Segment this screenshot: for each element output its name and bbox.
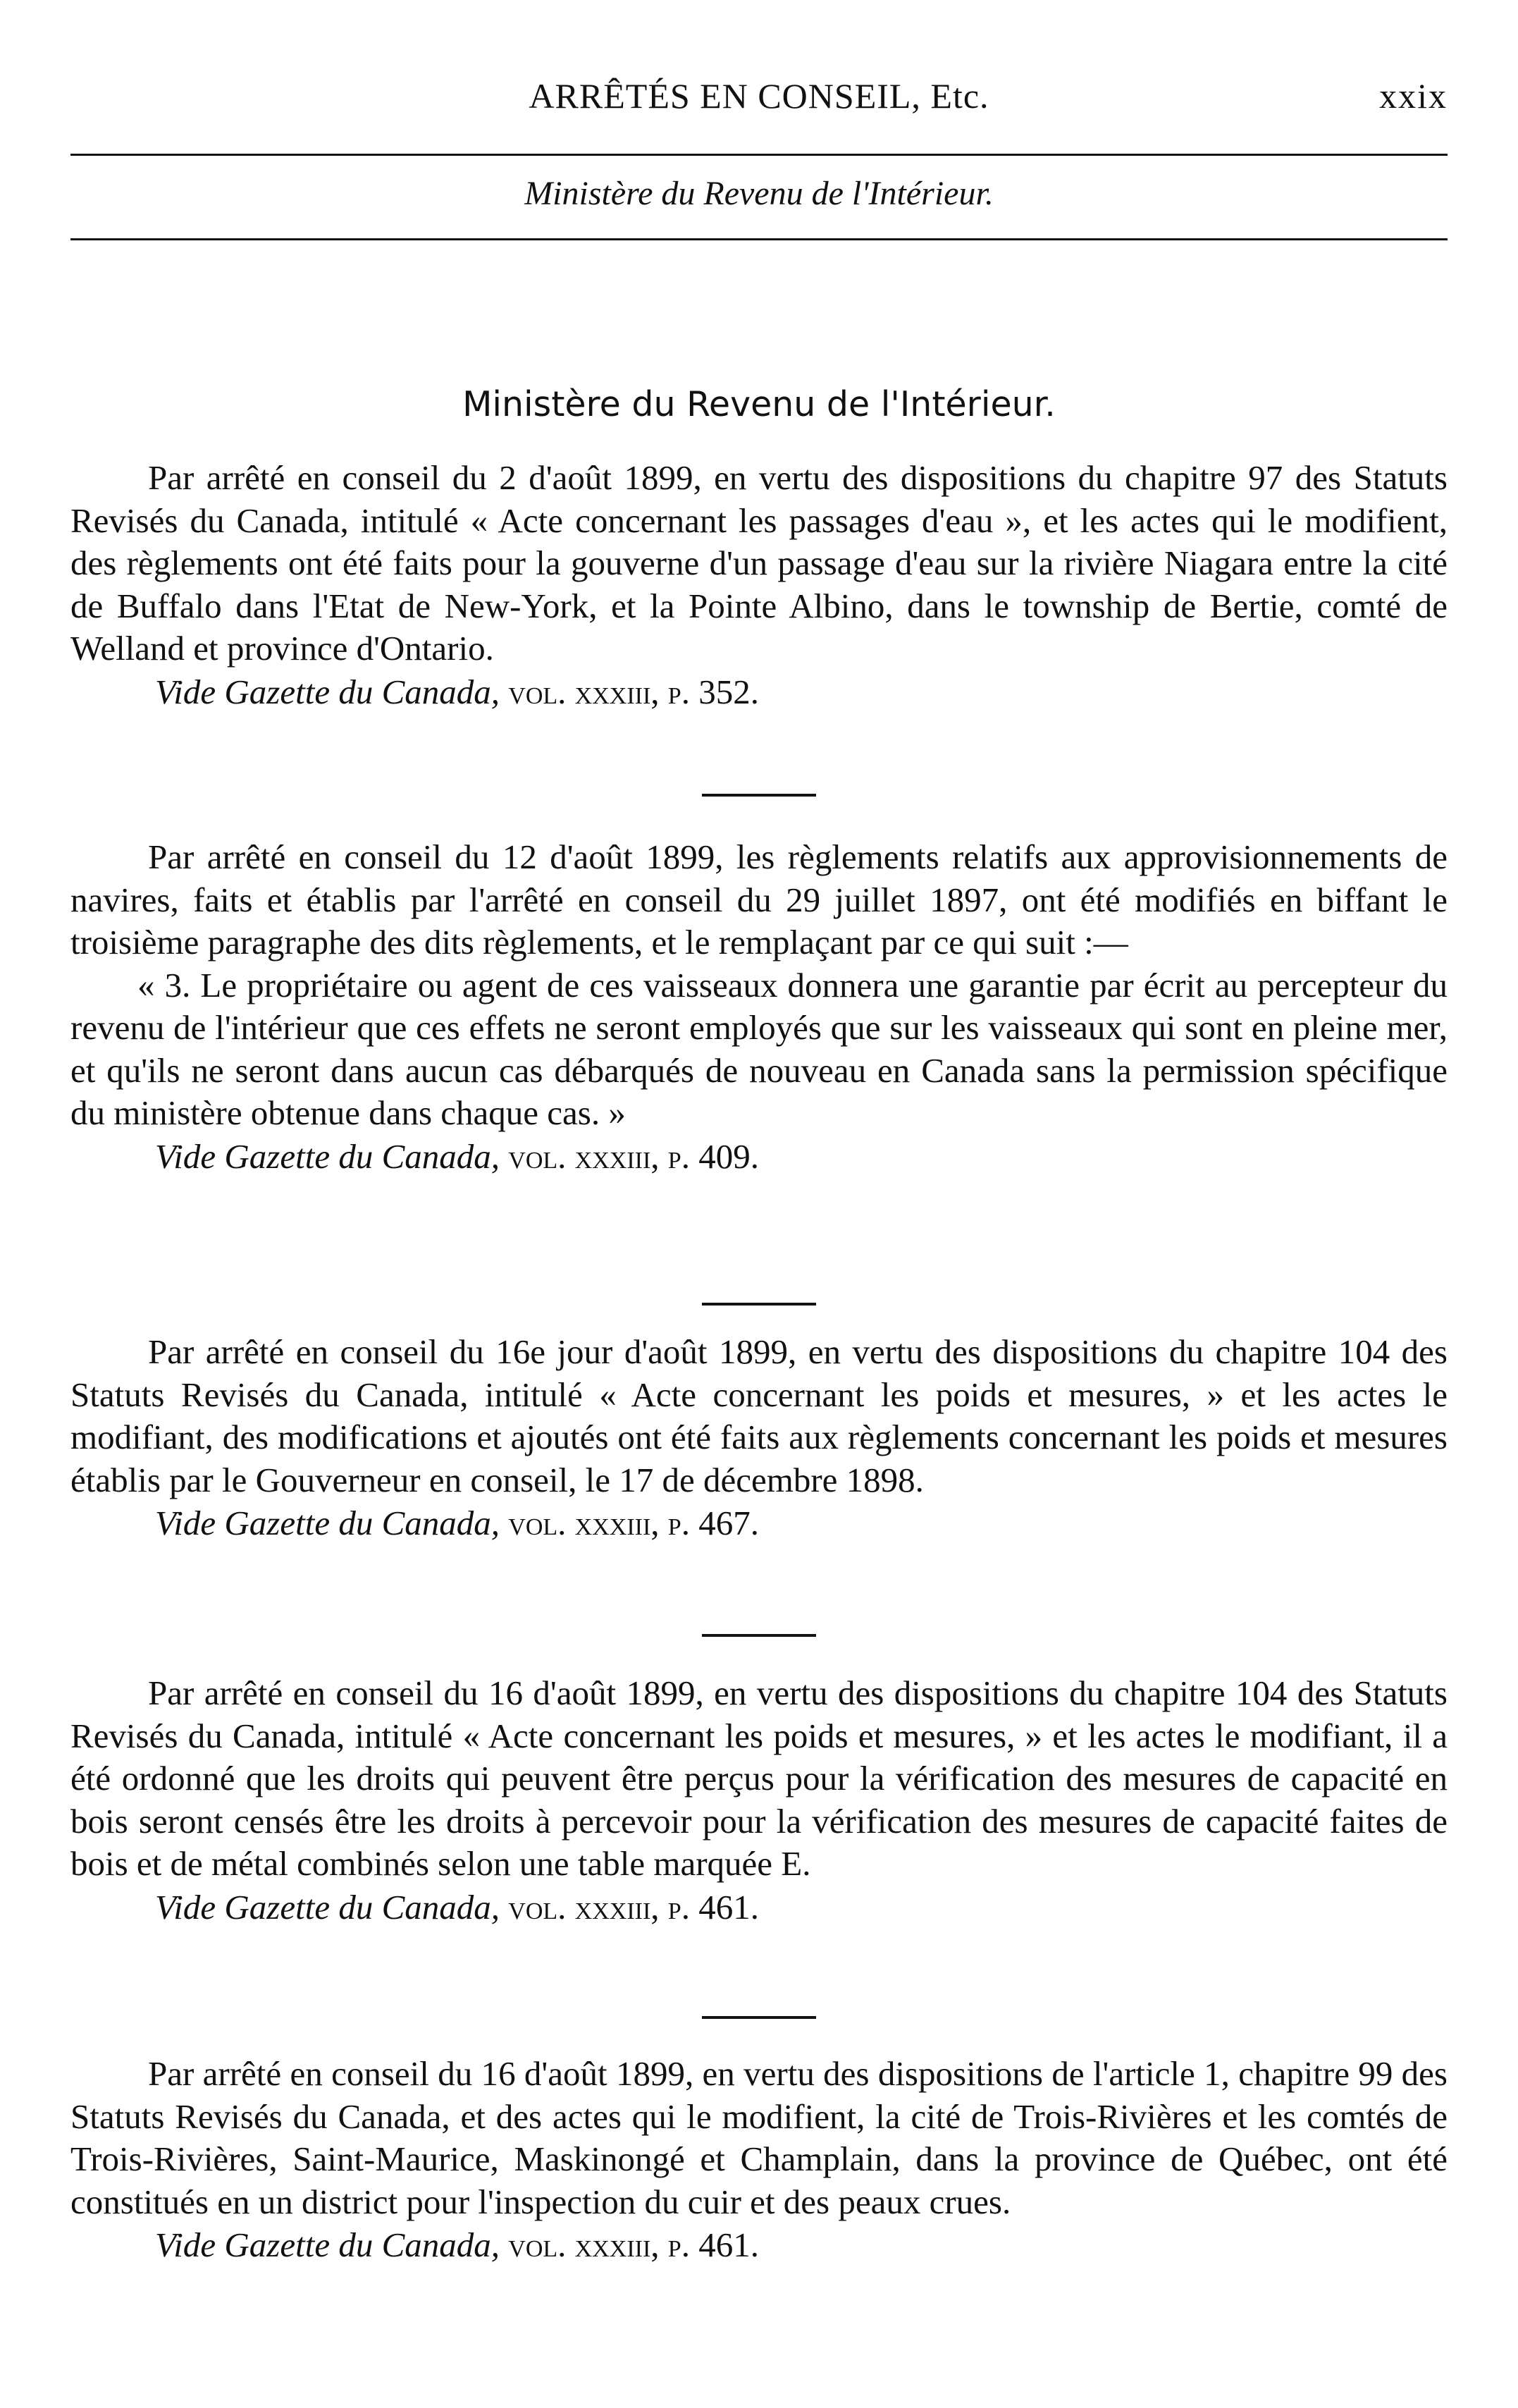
header-rule-bottom <box>70 238 1448 240</box>
gazette-volume: vol. xxxiii, p. 409. <box>508 1136 759 1176</box>
gazette-volume: vol. xxxiii, p. 352. <box>508 672 759 711</box>
gazette-title: Vide Gazette du Canada, <box>155 1887 500 1927</box>
gazette-title: Vide Gazette du Canada, <box>155 1136 500 1176</box>
entry-4 <box>70 1672 1448 1929</box>
entry-divider <box>702 1303 816 1306</box>
running-head <box>70 68 1448 124</box>
page-number: xxix <box>1379 76 1448 116</box>
gazette-title: Vide Gazette du Canada, <box>155 2225 500 2264</box>
gazette-reference <box>70 670 1448 714</box>
gazette-volume: vol. xxxiii, p. 461. <box>508 2225 759 2264</box>
gazette-reference <box>70 1501 1448 1545</box>
gazette-title: Vide Gazette du Canada, <box>155 672 500 711</box>
entry-paragraph: Par arrêté en conseil du 2 d'août 1899, en vertu des dispositions du chapitre 97 des Statuts Revisés du Canada, intitulé « Acte concernant les passages d'eau », et les actes qui le modifient, des règlements ont été faits pour la gouverne d'un passage d'eau sur la rivière Niagara entre la cité de Buffalo dans l'Etat de New-York, et la Pointe Albino, dans le township de Bertie, comté de Welland et province d'Ontario. <box>70 458 1448 668</box>
entry-paragraph: Par arrêté en conseil du 12 d'août 1899, les règlements relatifs aux approvisionnements de navires, faits et établis par l'arrêté en conseil du 29 juillet 1897, ont été modifiés en biffant le troisième paragraphe des dits règlements, et le remplaçant par ce qui suit :— <box>70 837 1448 962</box>
entry-paragraph: Par arrêté en conseil du 16 d'août 1899, en vertu des dispositions de l'article 1, chapitre 99 des Statuts Revisés du Canada, et des actes qui le modifient, la cité de Trois-Rivières et les comtés de Trois-Rivières, Saint-Maurice, Maskinongé et Champlain, dans la province de Québec, ont été constitués en un district pour l'inspection du cuir et des peaux crues. <box>70 2054 1448 2221</box>
entry-divider <box>702 1634 816 1637</box>
entry-divider <box>702 2016 816 2019</box>
gazette-volume: vol. xxxiii, p. 461. <box>508 1887 759 1927</box>
section-heading: Ministère du Revenu de l'Intérieur. <box>462 384 1056 424</box>
gazette-reference <box>70 1886 1448 1929</box>
entry-paragraph: Par arrêté en conseil du 16 d'août 1899, en vertu des dispositions du chapitre 104 des Statuts Revisés du Canada, intitulé « Acte concernant les poids et mesures, » et les actes le modifiant, il a été ordonné que les droits qui peuvent être perçus pour la vérification des mesures de capacité en bois seront censés être les droits à percevoir pour la vérification des mesures de capacité faites de bois et de métal combinés selon une table marquée E. <box>70 1673 1448 1883</box>
entry-5 <box>70 2053 1448 2267</box>
entry-quote: « 3. Le propriétaire ou agent de ces vaisseaux donnera une garantie par écrit au percepteur du revenu de l'intérieur que ces effets ne seront employés que sur les vaisseaux qui sont en pleine mer, et qu'ils ne seront dans aucun cas débarqués de nouveau en Canada sans la permission spécifique du ministère obtenue dans chaque cas. » <box>70 965 1448 1132</box>
entry-divider <box>702 794 816 797</box>
section-running-subtitle: Ministère du Revenu de l'Intérieur. <box>524 175 994 212</box>
gazette-reference <box>70 2223 1448 2267</box>
entry-paragraph: Par arrêté en conseil du 16e jour d'août 1899, en vertu des dispositions du chapitre 104 des Statuts Revisés du Canada, intitulé « Acte concernant les poids et mesures, » et les actes le modifiant, des modifications et ajoutés ont été faits aux règlements concernant les poids et mesures établis par le Gouverneur en conseil, le 17 de décembre 1898. <box>70 1332 1448 1499</box>
gazette-reference <box>70 1135 1448 1179</box>
entry-3 <box>70 1331 1448 1545</box>
entry-1 <box>70 457 1448 714</box>
running-title: ARRÊTÉS EN CONSEIL, Etc. <box>529 76 989 116</box>
gazette-title: Vide Gazette du Canada, <box>155 1504 500 1542</box>
gazette-volume: vol. xxxiii, p. 467. <box>508 1504 759 1542</box>
entry-2 <box>70 836 1448 1179</box>
header-rule-top <box>70 154 1448 156</box>
